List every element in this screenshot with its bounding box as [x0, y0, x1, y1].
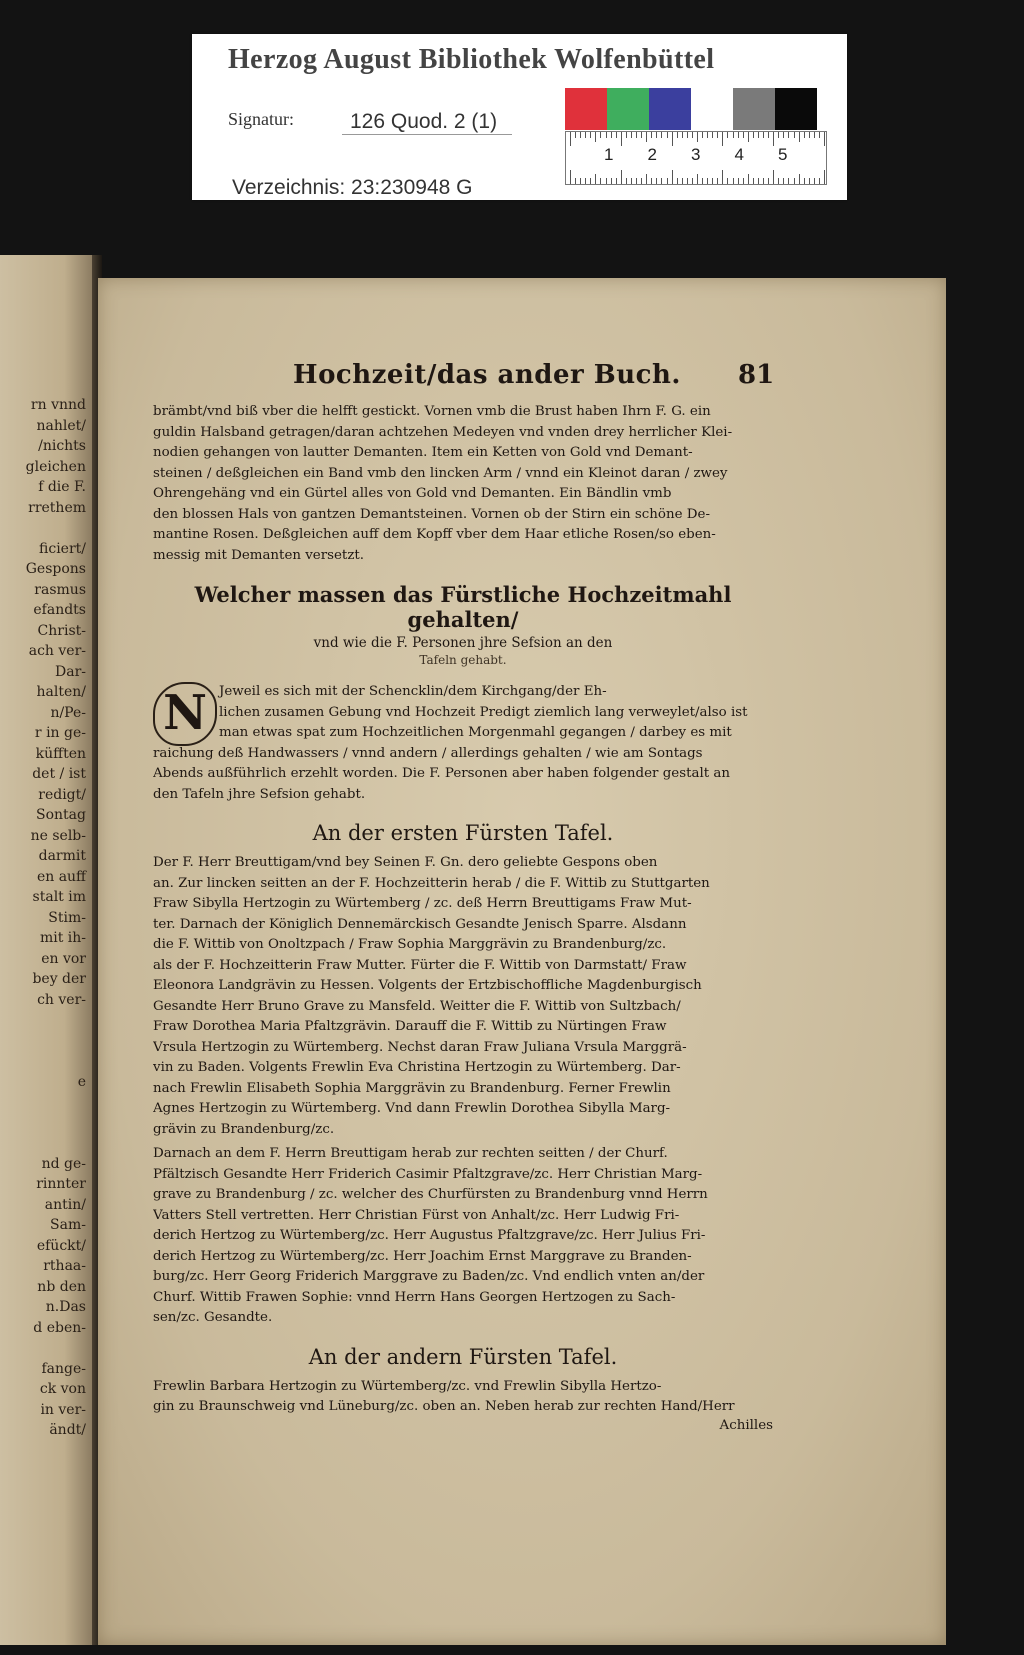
- ruler-tick: [646, 132, 647, 142]
- paragraph-jewelry: [153, 402, 773, 566]
- text-line: nach Frewlin Elisabeth Sophia Marggrävin zu Brandenburg. Ferner Frewlin: [153, 1080, 671, 1096]
- paragraph-wedding-meal: [153, 682, 773, 805]
- left-page-fragment: [0, 1051, 92, 1072]
- chapter-subheading: vnd wie die F. Personen jhre Sefsion an den: [313, 635, 613, 651]
- ruler-tick: [763, 178, 764, 184]
- text-line: den blossen Hals von gantzen Demantsteinen. Vornen ob der Stirn ein schöne De-: [153, 506, 710, 522]
- text-line: Frewlin Barbara Hertzogin zu Würtemberg/zc. vnd Frewlin Sibylla Hertzo-: [153, 1378, 662, 1394]
- ruler-tick: [641, 132, 642, 138]
- ruler-tick: [722, 132, 723, 146]
- color-swatch: [565, 88, 607, 130]
- ruler-tick: [743, 132, 744, 138]
- ruler-tick: [799, 132, 800, 142]
- left-page-fragment: n.Das: [45, 1299, 86, 1315]
- ruler-number: 5: [778, 145, 788, 164]
- color-swatch: [649, 88, 691, 130]
- ruler-tick: [641, 178, 642, 184]
- left-page-fragment: ne selb-: [30, 827, 86, 844]
- ruler-tick: [687, 178, 688, 184]
- catchword: Achilles: [719, 1417, 773, 1433]
- ruler-tick: [595, 132, 596, 142]
- left-page-fragment: f die F.: [38, 479, 86, 495]
- ruler-tick: [788, 132, 789, 138]
- left-page-fragment: [0, 1113, 92, 1134]
- ruler-tick: [753, 132, 754, 138]
- left-page-fragment: rinnter: [36, 1176, 86, 1192]
- ruler-tick: [733, 132, 734, 138]
- text-line: grave zu Brandenburg / zc. welcher des Churfürsten zu Brandenburg vnnd Herrn: [153, 1187, 708, 1202]
- left-page-fragment: rthaa-: [43, 1258, 86, 1274]
- ruler-tick: [656, 178, 657, 184]
- ruler-tick: [814, 178, 815, 184]
- ruler-tick: [758, 178, 759, 184]
- left-page-fragment: Sam-: [50, 1217, 86, 1233]
- ruler-tick: [682, 178, 683, 184]
- ruler-tick: [794, 178, 795, 184]
- text-line: Fraw Dorothea Maria Pfaltzgrävin. Darauff die F. Wittib zu Nürtingen Fraw: [153, 1019, 667, 1034]
- chapter-heading: Welcher massen das Fürstliche Hochzeitmahl gehalten/: [194, 582, 732, 632]
- text-line: Churf. Wittib Frawen Sophie: vnnd Herrn Hans Georgen Hertzogen zu Sach-: [153, 1289, 676, 1305]
- library-name: Herzog August Bibliothek Wolfenbüttel: [228, 44, 715, 75]
- ruler-tick: [575, 132, 576, 138]
- text-line: nodien gehangen von lautter Demanten. Item ein Ketten von Gold vnd Demant-: [153, 445, 693, 460]
- ruler-tick: [809, 132, 810, 138]
- color-swatch: [775, 88, 817, 130]
- ruler-tick: [677, 132, 678, 138]
- left-page-fragment: rrethem: [28, 499, 86, 516]
- left-page-fragment: darmit: [38, 848, 86, 864]
- ruler-number: 2: [647, 145, 657, 164]
- left-page-fragment: d eben-: [33, 1319, 86, 1336]
- left-page-fragment: en vor: [41, 950, 86, 967]
- left-page-fragment: /nichts: [38, 438, 86, 454]
- left-page-fragment: r in ge-: [34, 725, 86, 741]
- ruler-tick: [570, 170, 571, 184]
- left-page-fragment: Gespons: [25, 561, 86, 577]
- ruler-tick: [722, 170, 723, 184]
- text-line: vin zu Baden. Volgents Frewlin Eva Christina Hertzogin zu Würtemberg. Dar-: [153, 1060, 681, 1075]
- color-calibration-swatches: [565, 88, 825, 130]
- ruler-tick: [595, 174, 596, 184]
- ruler-tick: [743, 178, 744, 184]
- ruler-tick: [626, 132, 627, 138]
- ruler-tick: [814, 132, 815, 138]
- left-page-fragment: stalt im: [32, 889, 86, 905]
- text-line: Agnes Hertzogin zu Würtemberg. Vnd dann Frewlin Dorothea Sibylla Marg-: [153, 1101, 671, 1116]
- text-line: Abends außführlich erzehlt worden. Die F. Personen aber haben folgender gestalt an: [153, 766, 730, 781]
- left-page-fragment: mit ih-: [39, 930, 86, 946]
- ruler-tick: [636, 132, 637, 138]
- ruler-tick: [626, 178, 627, 184]
- page-text-block: [153, 360, 773, 1433]
- text-line: burg/zc. Herr Georg Friderich Marggrave zu Baden/zc. Vnd endlich vnten an/der: [153, 1269, 705, 1284]
- ruler-tick: [585, 132, 586, 138]
- left-page-fragment: fange-: [41, 1360, 86, 1377]
- ruler-tick: [585, 178, 586, 184]
- signatur-underline: [342, 134, 512, 135]
- ruler-tick: [824, 170, 825, 184]
- ruler-tick: [758, 132, 759, 138]
- left-page-fragment: in ver-: [40, 1401, 86, 1418]
- ruler-number: 4: [734, 145, 744, 164]
- color-swatch: [733, 88, 775, 130]
- ruler-tick: [773, 170, 774, 184]
- ruler-tick: [778, 178, 779, 184]
- ruler-tick: [631, 132, 632, 138]
- left-page-fragment: ch ver-: [37, 991, 86, 1008]
- left-page-fragment: e: [77, 1073, 86, 1090]
- left-page-fragment: gleichen: [25, 458, 86, 475]
- text-line: Ohrengehäng vnd ein Gürtel alles von Gold vnd Demanten. Ein Bändlin vmb: [153, 486, 672, 501]
- ruler-tick: [763, 132, 764, 138]
- ruler-tick: [667, 178, 668, 184]
- ruler-tick: [788, 178, 789, 184]
- running-head: [153, 360, 773, 402]
- text-line: grävin zu Brandenburg/zc.: [153, 1121, 335, 1137]
- ruler-tick: [590, 132, 591, 138]
- text-line: sen/zc. Gesandte.: [153, 1310, 273, 1325]
- text-line: brämbt/vnd biß vber die helfft gestickt. Vornen vmb die Brust haben Ihrn F. G. ein: [153, 404, 711, 419]
- ruler-tick: [651, 132, 652, 138]
- ruler-tick: [727, 132, 728, 138]
- ruler-tick: [661, 178, 662, 184]
- ruler-tick: [636, 178, 637, 184]
- ruler-tick: [707, 178, 708, 184]
- ruler-tick: [621, 170, 622, 184]
- ruler-tick: [590, 178, 591, 184]
- ruler-tick: [621, 132, 622, 146]
- ruler-tick: [712, 132, 713, 138]
- ruler-tick: [773, 132, 774, 146]
- ruler-tick: [580, 178, 581, 184]
- ruler-tick: [672, 170, 673, 184]
- chapter-subheading-2: Tafeln gehabt.: [419, 653, 507, 667]
- left-page-fragment: redigt/: [38, 786, 86, 803]
- text-line: raichung deß Handwassers / vnnd andern / allerdings gehalten / wie am Sontags: [153, 745, 703, 761]
- ruler-tick: [804, 178, 805, 184]
- ruler-tick: [692, 132, 693, 138]
- text-line: an. Zur lincken seitten an der F. Hochzeitterin herab / die F. Wittib zu Stuttgarten: [153, 875, 710, 891]
- text-line: ter. Darnach der Königlich Dennemärckisch Gesandte Jenisch Sparre. Alsdann: [153, 916, 687, 932]
- left-page-fragment: nb den: [37, 1278, 86, 1295]
- ruler-tick: [717, 178, 718, 184]
- left-page-fragment: [0, 1031, 92, 1052]
- ruler-tick: [570, 132, 571, 146]
- ruler-tick: [575, 178, 576, 184]
- ruler-tick: [717, 132, 718, 138]
- ruler-tick: [656, 132, 657, 138]
- ruler-tick: [824, 132, 825, 146]
- left-page-fragment: nd ge-: [41, 1155, 86, 1172]
- ruler-tick: [600, 178, 601, 184]
- left-page-fragment: [0, 1092, 92, 1113]
- left-page-fragment: bey der: [32, 971, 86, 987]
- drop-cap-initial: N: [153, 682, 217, 746]
- ruler-tick: [738, 178, 739, 184]
- paragraph-second-table: [153, 1377, 773, 1418]
- text-line: Fraw Sibylla Hertzogin zu Würtemberg / zc. deß Herrn Breuttigams Fraw Mut-: [153, 896, 692, 911]
- left-page-fragment: det / ist: [32, 766, 86, 782]
- ruler-tick: [606, 132, 607, 138]
- ruler-tick: [712, 178, 713, 184]
- left-page-fragment: rasmus: [34, 581, 86, 598]
- left-page-fragment: rn vnnd: [30, 397, 86, 413]
- color-swatch: [607, 88, 649, 130]
- ruler-tick: [804, 132, 805, 138]
- ruler-tick: [768, 132, 769, 138]
- ruler-tick: [778, 132, 779, 138]
- ruler-tick: [727, 178, 728, 184]
- left-page-fragment: küfften: [35, 745, 86, 762]
- ruler-tick: [692, 178, 693, 184]
- ruler-tick: [733, 178, 734, 184]
- ruler-tick: [646, 174, 647, 184]
- left-page-fragment: [0, 1133, 92, 1154]
- page-number: 81: [738, 360, 775, 390]
- left-page-fragment: Dar-: [55, 663, 86, 680]
- left-page-fragment: n/Pe-: [50, 704, 86, 721]
- left-page-fragment: [0, 1338, 92, 1359]
- left-page-fragment: antin/: [44, 1196, 86, 1213]
- text-line: Der F. Herr Breuttigam/vnd bey Seinen F. Gn. dero geliebte Gespons oben: [153, 855, 658, 870]
- left-page-fragment: ach ver-: [28, 643, 86, 659]
- ruler-tick: [616, 132, 617, 138]
- text-line: Eleonora Landgrävin zu Hessen. Volgents der Ertzbischoffliche Magdenburgisch: [153, 978, 702, 993]
- text-line: lichen zusamen Gebung vnd Hochzeit Predigt ziemlich lang verweylet/also ist: [219, 704, 748, 720]
- left-page-fragment: efandts: [33, 602, 86, 618]
- text-line: messig mit Demanten versetzt.: [153, 547, 365, 563]
- left-page-fragment: [0, 1010, 92, 1031]
- left-page-fragment: efückt/: [36, 1237, 86, 1254]
- ruler-tick: [753, 178, 754, 184]
- ruler-tick: [677, 178, 678, 184]
- ruler-tick: [707, 132, 708, 138]
- left-page-fragment: nahlet/: [36, 417, 86, 434]
- paragraph-first-table-right: [153, 1144, 773, 1329]
- left-page-fragment: Stim-: [48, 909, 86, 926]
- ruler-tick: [611, 132, 612, 138]
- ruler-tick: [600, 132, 601, 138]
- ruler-tick: [682, 132, 683, 138]
- text-line: steinen / deßgleichen ein Band vmb den lincken Arm / vnnd ein Kleinot daran / zwey: [153, 465, 728, 481]
- left-page-fragment: Christ-: [37, 622, 86, 639]
- library-label: [192, 34, 847, 200]
- text-line: Darnach an dem F. Herrn Breuttigam herab zur rechten seitten / der Churf.: [153, 1146, 668, 1161]
- left-page-fragment: ck von: [39, 1381, 86, 1397]
- ruler-tick: [799, 174, 800, 184]
- text-line: Gesandte Herr Bruno Grave zu Mansfeld. Weitter die F. Wittib von Sultzbach/: [153, 998, 681, 1014]
- left-page-fragment: halten/: [36, 684, 86, 700]
- ruler-tick: [783, 178, 784, 184]
- text-line: Pfältzisch Gesandte Herr Friderich Casimir Pfaltzgrave/zc. Herr Christian Marg-: [153, 1166, 703, 1182]
- ruler-tick: [580, 132, 581, 138]
- signatur-key: Signatur:: [228, 109, 294, 129]
- ruler-tick: [672, 132, 673, 146]
- ruler-tick: [661, 132, 662, 138]
- ruler-tick: [697, 174, 698, 184]
- initial-paragraph: [153, 682, 773, 805]
- ruler-tick: [702, 178, 703, 184]
- section-title-first-table: An der ersten Fürsten Tafel.: [312, 821, 614, 845]
- text-line: Vrsula Hertzogin zu Würtemberg. Nechst daran Fraw Juliana Vrsula Marggrä-: [153, 1039, 687, 1055]
- ruler-tick: [819, 132, 820, 138]
- ruler-tick: [809, 178, 810, 184]
- left-page-fragment: ficiert/: [39, 540, 86, 557]
- left-page-strip: [0, 255, 92, 1645]
- ruler-tick: [794, 132, 795, 138]
- text-line: Jeweil es sich mit der Schencklin/dem Kirchgang/der Eh-: [219, 684, 607, 699]
- ruler-tick: [738, 132, 739, 138]
- text-line: mantine Rosen. Deßgleichen auff dem Kopff vber dem Haar etliche Rosen/so eben-: [153, 527, 716, 542]
- ruler-tick: [667, 132, 668, 138]
- ruler-tick: [606, 178, 607, 184]
- text-line: man etwas spat zum Hochzeitlichen Morgenmahl gegangen / darbey es mit: [219, 725, 732, 740]
- left-page-fragment: Sontag: [36, 807, 86, 823]
- ruler-tick: [651, 178, 652, 184]
- text-line: derich Hertzog zu Würtemberg/zc. Herr Augustus Pfaltzgrave/zc. Herr Julius Fri-: [153, 1228, 706, 1243]
- ruler-tick: [702, 132, 703, 138]
- left-page-fragment: en auff: [36, 868, 86, 885]
- text-line: Vatters Stell vertretten. Herr Christian Fürst von Anhalt/zc. Herr Ludwig Fri-: [153, 1207, 680, 1223]
- ruler-tick: [631, 178, 632, 184]
- text-line: gin zu Braunschweig vnd Lüneburg/zc. oben an. Neben herab zur rechten Hand/Herr: [153, 1399, 735, 1414]
- ruler-tick: [697, 132, 698, 142]
- ruler-tick: [611, 178, 612, 184]
- ruler-tick: [748, 132, 749, 142]
- verzeichnis: Verzeichnis: 23:230948 G: [232, 176, 473, 199]
- ruler-tick: [748, 174, 749, 184]
- text-line: guldin Halsband getragen/daran achtzehen Medeyen vnd vnden drey herrlicher Klei-: [153, 424, 733, 440]
- text-line: die F. Wittib von Onoltzpach / Fraw Sophia Marggrävin zu Brandenburg/zc.: [153, 937, 667, 952]
- running-title: Hochzeit/das ander Buch.: [293, 360, 681, 390]
- ruler-tick: [768, 178, 769, 184]
- ruler-tick: [783, 132, 784, 138]
- color-swatch: [691, 88, 733, 130]
- paragraph-first-table-left: [153, 853, 773, 1140]
- ruler-tick: [687, 132, 688, 138]
- measurement-ruler: [565, 131, 827, 185]
- book-page: [98, 278, 946, 1645]
- text-line: derich Hertzog zu Würtemberg/zc. Herr Joachim Ernst Marggrave zu Branden-: [153, 1248, 692, 1264]
- ruler-tick: [616, 178, 617, 184]
- signatur-value: 126 Quod. 2 (1): [350, 110, 498, 133]
- ruler-number: 1: [604, 145, 614, 164]
- text-line: den Tafeln jhre Sefsion gehabt.: [153, 786, 366, 802]
- ruler-tick: [819, 178, 820, 184]
- left-page-fragment: [0, 518, 92, 539]
- text-line: als der F. Hochzeitterin Fraw Mutter. Fürter die F. Wittib von Darmstatt/ Fraw: [153, 957, 687, 973]
- left-page-text: [0, 255, 92, 1441]
- left-page-fragment: ändt/: [49, 1422, 86, 1438]
- ruler-number: 3: [691, 145, 701, 164]
- section-title-second-table: An der andern Fürsten Tafel.: [308, 1344, 618, 1369]
